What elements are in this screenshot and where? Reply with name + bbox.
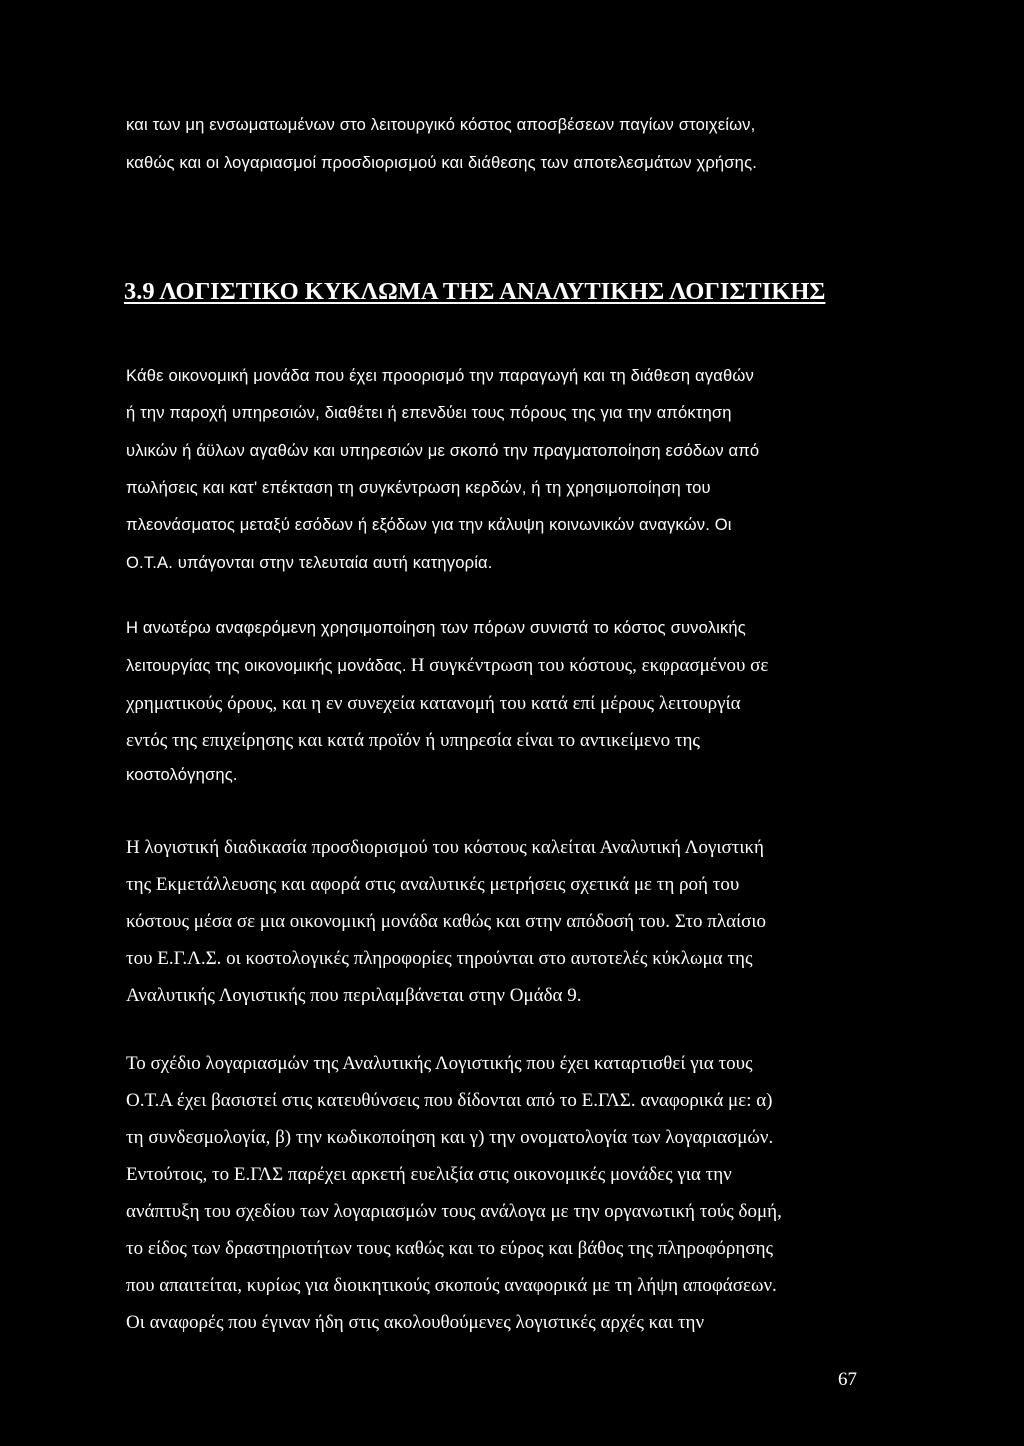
paragraph-2-line: εντός της επιχείρησης και κατά προϊόν ή υπηρεσία είναι το αντικείμενο της [126, 730, 700, 751]
paragraph-4-line: Οι αναφορές που έγιναν ήδη στις ακολουθούμενες λογιστικές αρχές και την [126, 1312, 705, 1333]
paragraph-2-line: Η ανωτέρω αναφερόμενη χρησιμοποίηση των πόρων συνιστά το κόστος συνολικής [126, 618, 746, 637]
paragraph-3-line: κόστους μέσα σε μια οικονομική μονάδα καθώς και στην απόδοσή του. Στο πλαίσιο [126, 911, 767, 932]
paragraph-1-line: πωλήσεις και κατ' επέκταση τη συγκέντρωση κερδών, ή τη χρησιμοποίηση του [126, 478, 711, 497]
paragraph-1-line: υλικών ή άϋλων αγαθών και υπηρεσιών με σκοπό την πραγματοποίηση εσόδων από [126, 441, 760, 460]
paragraph-2-line: χρηματικούς όρους, και η εν συνεχεία κατανομή του κατά επί μέρους λειτουργία [126, 693, 741, 714]
intro-line-1: και των μη ενσωματωμένων στο λειτουργικό κόστος αποσβέσεων παγίων στοιχείων, [126, 115, 756, 134]
paragraph-2-line-end: Η συγκέντρωση του κόστους, εκφρασμένου σε [410, 655, 769, 676]
paragraph-2-line: κοστολόγησης. [126, 765, 238, 784]
section-heading: 3.9 ΛΟΓΙΣΤΙΚΟ ΚΥΚΛΩΜΑ ΤΗΣ ΑΝΑΛΥΤΙΚΗΣ ΛΟΓΙΣΤΙΚΗΣ [124, 278, 826, 305]
page-number: 67 [838, 1369, 857, 1390]
paragraph-4-line: Ο.Τ.Α έχει βασιστεί στις κατευθύνσεις που δίδονται από το Ε.ΓΛΣ. αναφορικά με: α) [126, 1090, 773, 1111]
paragraph-1-line: Κάθε οικονομική μονάδα που έχει προορισμό την παραγωγή και τη διάθεση αγαθών [126, 366, 754, 385]
paragraph-4-line: Εντούτοις, το Ε.ΓΛΣ παρέχει αρκετή ευελιξία στις οικονομικές μονάδες για την [126, 1164, 732, 1185]
paragraph-4-line: που απαιτείται, κυρίως για διοικητικούς σκοπούς αναφορικά με τη λήψη αποφάσεων. [126, 1275, 777, 1296]
paragraph-1-line: πλεονάσματος μεταξύ εσόδων ή εξόδων για την κάλυψη κοινωνικών αναγκών. Οι [126, 515, 732, 534]
paragraph-4-line: τη συνδεσμολογία, β) την κωδικοποίηση και γ) την ονοματολογία των λογαριασμών. [126, 1127, 774, 1148]
paragraph-3-line: Η λογιστική διαδικασία προσδιορισμού του κόστους καλείται Αναλυτική Λογιστική [126, 837, 764, 858]
paragraph-3-line: του Ε.Γ.Λ.Σ. οι κοστολογικές πληροφορίες τηρούνται στο αυτοτελές κύκλωμα της [126, 948, 753, 969]
paragraph-4-line: το είδος των δραστηριοτήτων τους καθώς και το εύρος και βάθος της πληροφόρησης [126, 1238, 774, 1259]
paragraph-2-line [126, 656, 768, 675]
paragraph-1-line: ή την παροχή υπηρεσιών, διαθέτει ή επενδύει τους πόρους της για την απόκτηση [126, 403, 732, 422]
intro-line-2: καθώς και οι λογαριασμοί προσδιορισμού και διάθεσης των αποτελεσμάτων χρήσης. [126, 153, 757, 172]
paragraph-3-line: της Εκμετάλλευσης και αφορά στις αναλυτικές μετρήσεις σχετικά με τη ροή του [126, 874, 740, 895]
paragraph-3-line: Αναλυτικής Λογιστικής που περιλαμβάνεται στην Ομάδα 9. [126, 985, 582, 1006]
paragraph-4-line: Το σχέδιο λογαριασμών της Αναλυτικής Λογιστικής που έχει καταρτισθεί για τους [126, 1053, 753, 1074]
paragraph-2-line-start: λειτουργίας της οικονομικής μονάδας. [126, 656, 407, 675]
paragraph-4-line: ανάπτυξη του σχεδίου των λογαριασμών τους ανάλογα με την οργανωτική τούς δομή, [126, 1201, 782, 1222]
paragraph-1-line: Ο.Τ.Α. υπάγονται στην τελευταία αυτή κατηγορία. [126, 553, 493, 572]
